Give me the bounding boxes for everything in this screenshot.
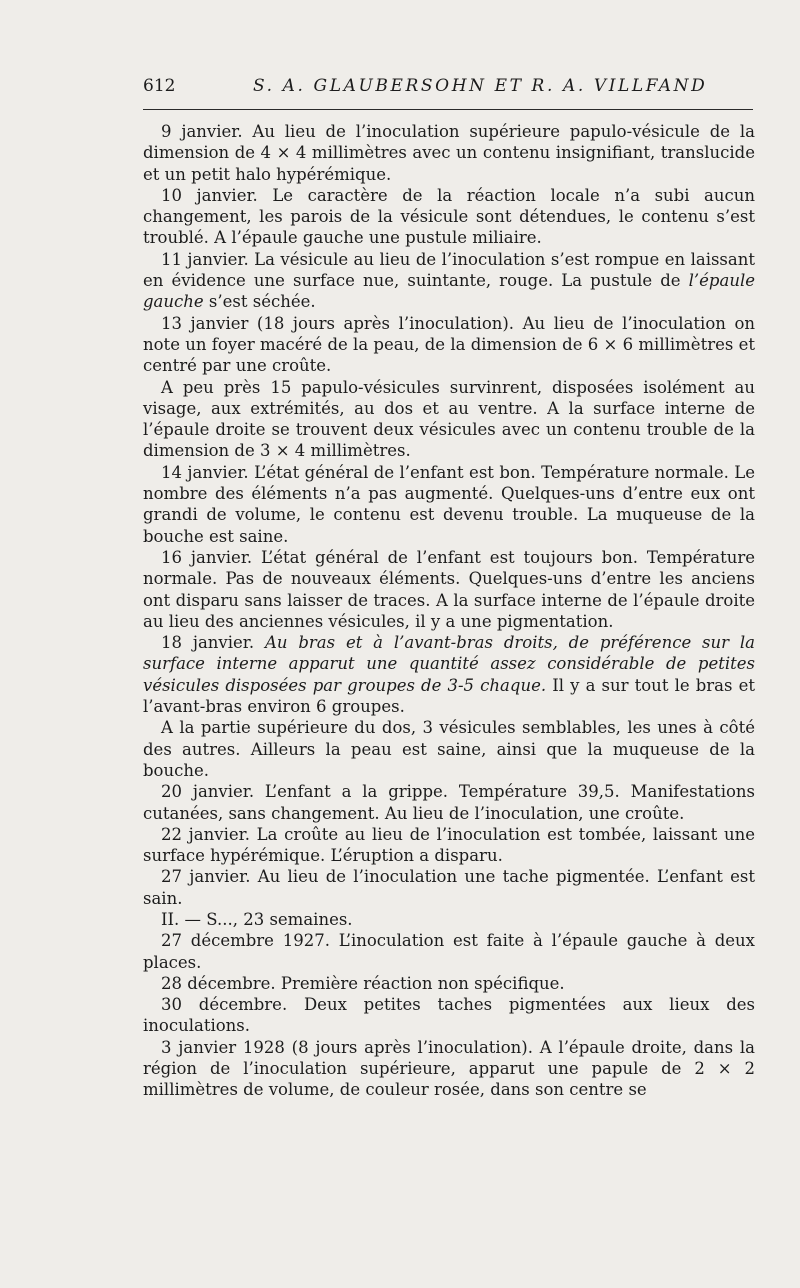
header-rule bbox=[143, 109, 753, 110]
paragraph-18-janvier: 18 janvier. Au bras et à l’avant-bras droits, de préférence sur la surface interne apparut une quantité assez considérable de petites vésicules disposées par groupes de 3-5 chaque. Il y a sur tout le bras et l’avant-bras environ 6 groupes. bbox=[143, 633, 755, 717]
paragraph-28-decembre: 28 décembre. Première réaction non spécifique. bbox=[161, 973, 565, 993]
case-heading-ii: II. — S..., 23 semaines. bbox=[161, 909, 353, 929]
paragraph-27-decembre: 27 décembre 1927. L’inoculation est faite à l’épaule gauche à deux places. bbox=[143, 931, 755, 972]
page-header bbox=[143, 74, 753, 98]
paragraph-20-janvier: 20 janvier. L’enfant a la grippe. Température 39,5. Manifestations cutanées, sans changement. Au lieu de l’inoculation, une croûte. bbox=[143, 782, 755, 823]
running-title: S. A. GLAUBERSOHN ET R. A. VILLFAND bbox=[253, 76, 708, 96]
page-number: 612 bbox=[143, 76, 176, 96]
paragraph-30-decembre: 30 décembre. Deux petites taches pigmentées aux lieux des inoculations. bbox=[143, 995, 755, 1036]
paragraph-partie-superieure: A la partie supérieure du dos, 3 vésicules semblables, les unes à côté des autres. Ailleurs la peau est saine, ainsi que la muqueuse de la bouche. bbox=[143, 718, 755, 780]
italic-phrase: Au bras et à l’avant-bras droits, de préférence sur la surface interne apparut une quantité assez considérable de petites vésicules disposées par groupes de 3-5 chaque. bbox=[143, 633, 755, 695]
paragraph-14-janvier: 14 janvier. L’état général de l’enfant est bon. Température normale. Le nombre des éléments n’a pas augmenté. Quelques-uns d’entre eux ont grandi de volume, le contenu est devenu trouble. La muqueuse de la bouche est saine. bbox=[143, 462, 755, 546]
paragraph-16-janvier: 16 janvier. L’état général de l’enfant est toujours bon. Température normale. Pas de nouveaux éléments. Quelques-uns d’entre les anciens ont disparu sans laisser de traces. A la surface interne de l’épaule droite au lieu des anciennes vésicules, il y a une pigmentation. bbox=[143, 547, 755, 631]
paragraph-27-janvier: 27 janvier. Au lieu de l’inoculation une tache pigmentée. L’enfant est sain. bbox=[143, 867, 755, 908]
body-text bbox=[143, 121, 755, 1101]
paragraph-22-janvier: 22 janvier. La croûte au lieu de l’inoculation est tombée, laissant une surface hypérémique. L’éruption a disparu. bbox=[143, 824, 755, 866]
paragraph-3-janvier-1928: 3 janvier 1928 (8 jours après l’inoculation). A l’épaule droite, dans la région de l’inoculation supérieure, apparut une papule de 2 × 2 millimètres de volume, de couleur rosée, dans son centre se bbox=[143, 1037, 755, 1100]
italic-phrase: l’épaule gauche bbox=[143, 271, 755, 312]
paragraph-11-janvier: 11 janvier. La vésicule au lieu de l’inoculation s’est rompue en laissant en évidence une surface nue, suintante, rouge. La pustule de l’épaule gauche s’est séchée. bbox=[143, 249, 755, 312]
paragraph-papulo-vesicules: A peu près 15 papulo-vésicules survinrent, disposées isolément au visage, aux extrémités, au dos et au ventre. A la surface interne de l’épaule droite se trouvent deux vésicules avec un contenu trouble de la dimension de 3 × 4 millimètres. bbox=[143, 377, 755, 461]
paragraph-13-janvier: 13 janvier (18 jours après l’inoculation). Au lieu de l’inoculation on note un foyer macéré de la peau, de la dimension de 6 × 6 millimètres et centré par une croûte. bbox=[143, 313, 755, 376]
paragraph-10-janvier: 10 janvier. Le caractère de la réaction locale n’a subi aucun changement, les parois de la vésicule sont détendues, le contenu s’est troublé. A l’épaule gauche une pustule miliaire. bbox=[143, 185, 755, 248]
paragraph-9-janvier: 9 janvier. Au lieu de l’inoculation supérieure papulo-vésicule de la dimension de 4 × 4 millimètres avec un contenu insignifiant, translucide et un petit halo hypérémique. bbox=[143, 122, 755, 184]
